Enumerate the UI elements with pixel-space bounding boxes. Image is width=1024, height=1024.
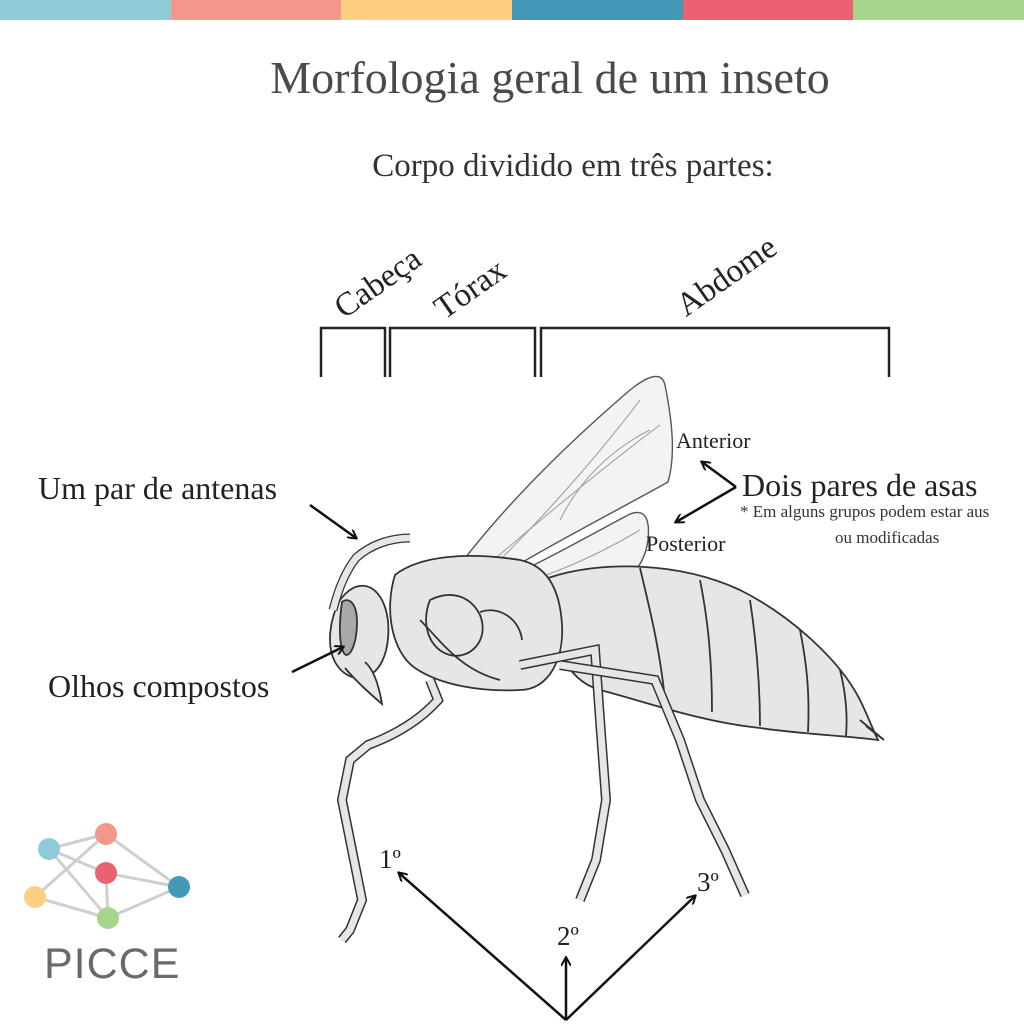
anterior-wing-label: Anterior [676, 428, 751, 453]
logo-node-5 [168, 876, 190, 898]
wings-note-line-1: * Em alguns grupos podem estar aus [740, 502, 990, 521]
front-leg [342, 680, 438, 940]
compound-eyes-label: Olhos compostos [48, 668, 270, 704]
logo-node-3 [24, 886, 46, 908]
page-title: Morfologia geral de um inseto [270, 52, 830, 103]
leg-3-arrow [566, 896, 695, 1020]
logo-node-6 [97, 907, 119, 929]
leg-2-label: 2º [557, 921, 579, 951]
head-bracket [321, 328, 385, 377]
thorax-bracket [390, 328, 535, 377]
abdomen-bracket [541, 328, 889, 377]
logo-node-4 [95, 862, 117, 884]
logo-node-1 [38, 838, 60, 860]
picce-logo-network [24, 823, 190, 929]
wings-label: Dois pares de asas [742, 467, 978, 503]
leg-1-label: 1º [379, 844, 401, 874]
leg-1-arrow [399, 873, 566, 1020]
leg-3-label: 3º [697, 867, 719, 897]
abdomen-label: Abdome [669, 229, 784, 324]
picce-logo-text: PICCE [44, 940, 181, 988]
antennae-label: Um par de antenas [38, 470, 278, 506]
antennae-arrow [310, 505, 356, 538]
head-label: Cabeça [327, 240, 429, 326]
page-subtitle: Corpo dividido em três partes: [372, 148, 774, 184]
body-part-brackets [321, 328, 889, 377]
anterior-wing-arrow [702, 462, 736, 487]
thorax [390, 556, 562, 690]
logo-node-2 [95, 823, 117, 845]
thorax-label: Tórax [427, 252, 514, 327]
wings-note-line-2: ou modificadas [835, 528, 940, 547]
posterior-wing-arrow [676, 487, 736, 522]
posterior-wing-label: Posterior [646, 531, 726, 556]
